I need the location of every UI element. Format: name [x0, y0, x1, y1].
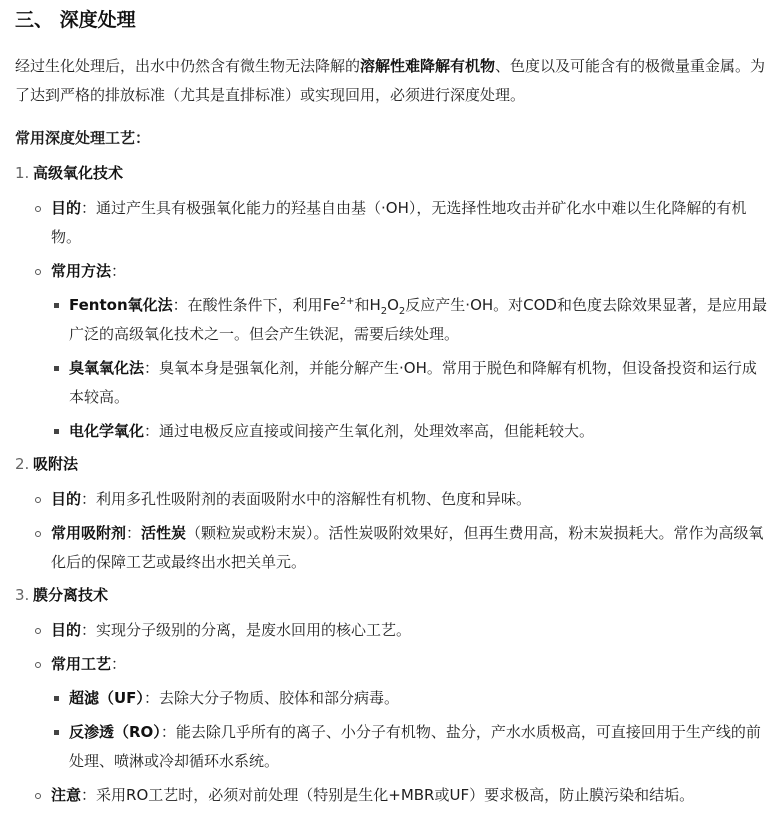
purpose-label: 目的 [51, 621, 82, 639]
process-colon: ： [111, 655, 127, 673]
fenton-subscript-1: 2 [380, 306, 388, 317]
circle-bullet-icon [35, 662, 41, 668]
item-number: 1. [15, 164, 30, 182]
item-title: 吸附法 [33, 455, 79, 473]
sub-item-note [33, 781, 770, 810]
item-number: 2. [15, 455, 30, 473]
process-label: 常用工艺 [51, 655, 112, 673]
item-heading [15, 160, 770, 186]
methods-colon: ： [111, 262, 127, 280]
square-bullet-icon [54, 303, 59, 308]
item-number: 3. [15, 586, 30, 604]
square-bullet-icon [54, 366, 59, 371]
fenton-text-c: O [387, 296, 399, 314]
note-text: ：采用RO工艺时，必须对前处理（特别是生化+MBR或UF）要求极高，防止膜污染和结垢。 [81, 786, 695, 804]
purpose-text: ：通过产生具有极强氧化能力的羟基自由基（·OH），无选择性地攻击并矿化水中难以生化降解的有机物。 [51, 199, 747, 246]
item-title: 高级氧化技术 [33, 164, 124, 182]
intro-text-post: 、色度以及可能含有的极微量重金属。为了达到严格的排放标准（尤其是直排标准）或实现回用，必须进行深度处理。 [15, 57, 766, 104]
section-title: 三、 深度处理 [15, 9, 136, 31]
activated-carbon-label: 活性炭 [141, 524, 187, 542]
purpose-text: ：利用多孔性吸附剂的表面吸附水中的溶解性有机物、色度和异味。 [81, 490, 532, 508]
circle-bullet-icon [35, 206, 41, 212]
processes-subheading: 常用深度处理工艺： [15, 129, 151, 147]
ozone-label: 臭氧氧化法 [69, 359, 145, 377]
ro-text: ：能去除几乎所有的离子、小分子有机物、盐分，产水水质极高，可直接回用于生产线的前处理、喷淋或冷却循环水系统。 [69, 723, 761, 770]
sub-item-purpose [33, 616, 770, 645]
fenton-text-b: 和H [354, 296, 381, 314]
circle-bullet-icon [35, 269, 41, 275]
fenton-superscript: 2+ [339, 296, 355, 307]
sub-item-adsorbent [33, 519, 770, 577]
item-heading [15, 451, 770, 477]
square-bullet-icon [54, 696, 59, 701]
method-ozone [33, 354, 770, 412]
sub-item-purpose [33, 194, 770, 252]
list-item-adsorption [15, 451, 770, 577]
list-item-membrane [15, 582, 770, 810]
fenton-text-a: ：在酸性条件下，利用Fe [172, 296, 340, 314]
fenton-text-d: 反应产生·OH。对COD和色度去除效果显著，是应用最广泛的高级氧化技术之一。但会产生铁泥，需要后续处理。 [69, 296, 767, 343]
fenton-subscript-2: 2 [398, 306, 406, 317]
electro-text: ：通过电极反应直接或间接产生氧化剂，处理效率高，但能耗较大。 [144, 422, 595, 440]
circle-bullet-icon [35, 497, 41, 503]
methods-label: 常用方法 [51, 262, 112, 280]
ozone-text: ：臭氧本身是强氧化剂，并能分解产生·OH。常用于脱色和降解有机物，但设备投资和运行成本较高。 [69, 359, 757, 406]
sub-item-methods [33, 257, 770, 286]
process-uf [33, 684, 770, 713]
circle-bullet-icon [35, 531, 41, 537]
circle-bullet-icon [35, 628, 41, 634]
uf-label: 超滤（UF） [69, 689, 144, 707]
note-label: 注意 [51, 786, 82, 804]
purpose-text: ：实现分子级别的分离，是废水回用的核心工艺。 [81, 621, 412, 639]
sub-item-purpose [33, 485, 770, 514]
intro-bold-text: 溶解性难降解有机物 [360, 57, 496, 75]
electro-label: 电化学氧化 [69, 422, 145, 440]
item-heading [15, 582, 770, 608]
intro-text-pre: 经过生化处理后，出水中仍然含有微生物无法降解的 [15, 57, 361, 75]
purpose-label: 目的 [51, 199, 82, 217]
square-bullet-icon [54, 429, 59, 434]
adsorbent-label: 常用吸附剂 [51, 524, 127, 542]
fenton-label: Fenton氧化法 [69, 296, 173, 314]
sub-item-processes [33, 650, 770, 679]
method-electrochemical [33, 417, 770, 446]
list-item-advanced-oxidation [15, 160, 770, 446]
purpose-label: 目的 [51, 490, 82, 508]
adsorbent-colon: ： [126, 524, 142, 542]
process-ro [33, 718, 770, 776]
process-list [15, 160, 770, 810]
adsorbent-text: （颗粒炭或粉末炭）。活性炭吸附效果好，但再生费用高，粉末炭损耗大。常作为高级氧化后的保障工艺或最终出水把关单元。 [51, 524, 764, 571]
circle-bullet-icon [35, 793, 41, 799]
item-title: 膜分离技术 [33, 586, 109, 604]
square-bullet-icon [54, 730, 59, 735]
method-fenton [33, 291, 770, 349]
uf-text: ：去除大分子物质、胶体和部分病毒。 [143, 689, 399, 707]
intro-paragraph [15, 52, 770, 110]
ro-label: 反渗透（RO） [69, 723, 161, 741]
